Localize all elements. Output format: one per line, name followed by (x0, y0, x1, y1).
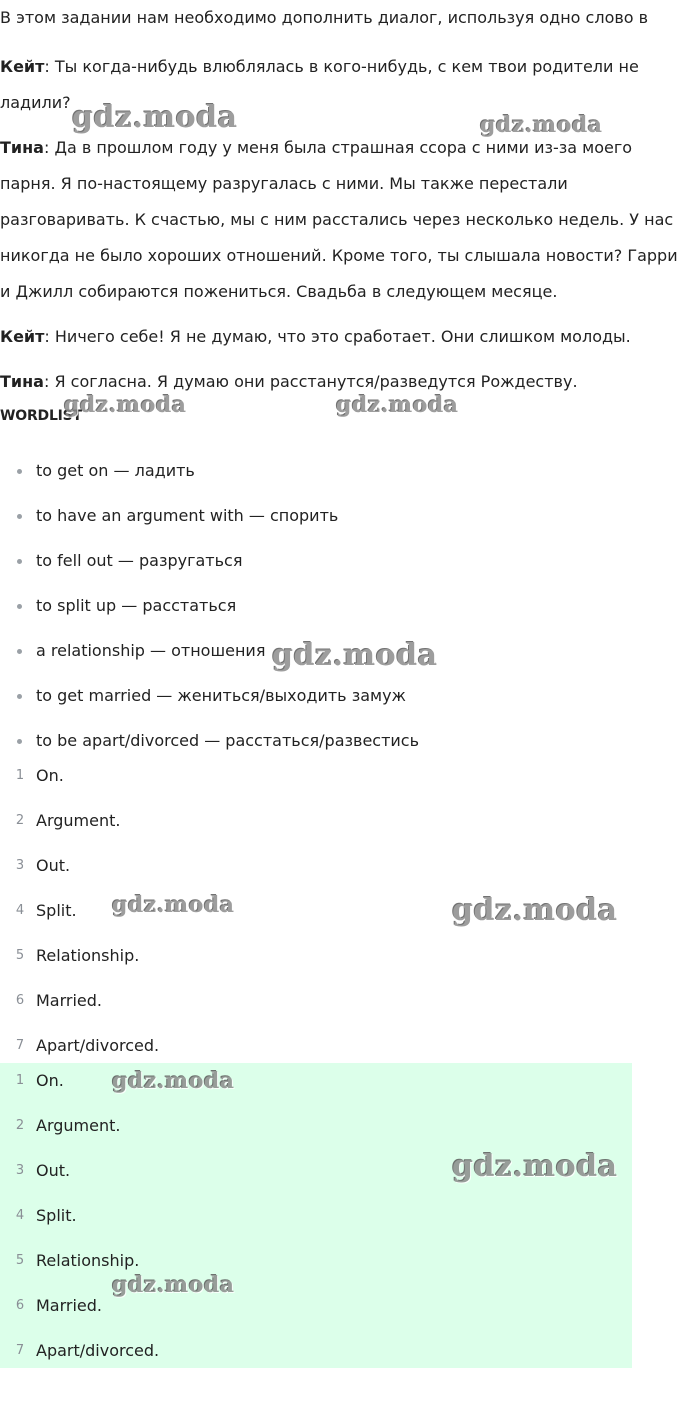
answer-number: 6 (15, 1298, 25, 1313)
intro-text: В этом задании нам необходимо дополнить диалог, используя одно слово в (0, 8, 649, 27)
dialogue-text: : Да в прошлом году у меня была страшная ссора с ними из-за моего (43, 138, 633, 157)
answer-number: 4 (15, 1208, 25, 1223)
speaker-name: Кейт (0, 327, 45, 346)
bullet-icon (17, 514, 22, 519)
answer-number: 5 (15, 948, 25, 963)
bullet-icon (17, 469, 22, 474)
answer-text: Relationship. (36, 946, 140, 965)
dialogue-line-1 (0, 49, 680, 85)
watermark-logo: gdz.moda (336, 392, 459, 418)
answer-number: 3 (15, 858, 25, 873)
wordlist-entry: a relationship — отношения (36, 641, 266, 660)
answer-text: Out. (36, 1161, 71, 1180)
answer-text: Apart/divorced. (36, 1341, 160, 1360)
dialogue-line-2-cont: разговаривать. К счастью, мы с ним расстались через несколько недель. У нас (0, 210, 674, 229)
dialogue-text: : Я согласна. Я думаю они расстанутся/разведутся Рождеству. (43, 372, 578, 391)
dialogue-line-1-cont: ладили? (0, 93, 71, 112)
watermark-logo: gdz.moda (112, 1068, 235, 1094)
answer-number: 2 (15, 813, 25, 828)
answer-number: 2 (15, 1118, 25, 1133)
wordlist-heading: WORDLIST (0, 408, 82, 424)
answer-number: 5 (15, 1253, 25, 1268)
bullet-icon (17, 694, 22, 699)
answer-number: 1 (15, 1073, 25, 1088)
answer-text: Argument. (36, 811, 121, 830)
wordlist-entry: to be apart/divorced — расстаться/развестись (36, 731, 420, 750)
wordlist-entry: to split up — расстаться (36, 596, 237, 615)
dialogue-line-3 (0, 319, 680, 355)
watermark-logo: gdz.moda (112, 1272, 235, 1298)
bullet-icon (17, 649, 22, 654)
answer-number: 7 (15, 1038, 25, 1053)
dialogue-text: : Ничего себе! Я не думаю, что это сработает. Они слишком молоды. (44, 327, 631, 346)
bullet-icon (17, 559, 22, 564)
answer-text: Argument. (36, 1116, 121, 1135)
answer-number: 6 (15, 993, 25, 1008)
watermark-logo: gdz.moda (452, 893, 618, 928)
watermark-logo: gdz.moda (64, 392, 187, 418)
dialogue-line-2-cont: никогда не было хороших отношений. Кроме того, ты слышала новости? Гарри (0, 246, 678, 265)
answer-number: 7 (15, 1343, 25, 1358)
wordlist-entry: to get on — ладить (36, 461, 195, 480)
answer-text: Apart/divorced. (36, 1036, 160, 1055)
wordlist-entry: to fell out — разругаться (36, 551, 243, 570)
dialogue-text: : Ты когда-нибудь влюблялась в кого-нибудь, с кем твои родители не (44, 57, 639, 76)
answer-text: Out. (36, 856, 71, 875)
watermark-logo: gdz.moda (452, 1149, 618, 1184)
bullet-icon (17, 739, 22, 744)
answer-text: Relationship. (36, 1251, 140, 1270)
answer-number: 4 (15, 903, 25, 918)
speaker-name: Кейт (0, 57, 45, 76)
dialogue-line-2-cont: парня. Я по-настоящему разругалась с ними. Мы также перестали (0, 174, 568, 193)
answer-text: On. (36, 766, 64, 785)
answer-text: Split. (36, 901, 77, 920)
answer-number: 1 (15, 768, 25, 783)
speaker-name: Тина (0, 372, 44, 391)
answer-number: 3 (15, 1163, 25, 1178)
dialogue-line-2-cont: и Джилл собираются пожениться. Свадьба в следующем месяце. (0, 282, 558, 301)
watermark-logo: gdz.moda (480, 112, 603, 138)
highlighted-answers-panel (0, 1063, 632, 1368)
answer-text: Split. (36, 1206, 77, 1225)
speaker-name: Тина (0, 138, 44, 157)
watermark-logo: gdz.moda (72, 100, 238, 135)
watermark-logo: gdz.moda (112, 892, 235, 918)
wordlist-entry: to have an argument with — спорить (36, 506, 339, 525)
answer-text: On. (36, 1071, 64, 1090)
bullet-icon (17, 604, 22, 609)
answer-text: Married. (36, 1296, 103, 1315)
answer-text: Married. (36, 991, 103, 1010)
watermark-logo: gdz.moda (272, 638, 438, 673)
wordlist-entry: to get married — жениться/выходить замуж (36, 686, 406, 705)
